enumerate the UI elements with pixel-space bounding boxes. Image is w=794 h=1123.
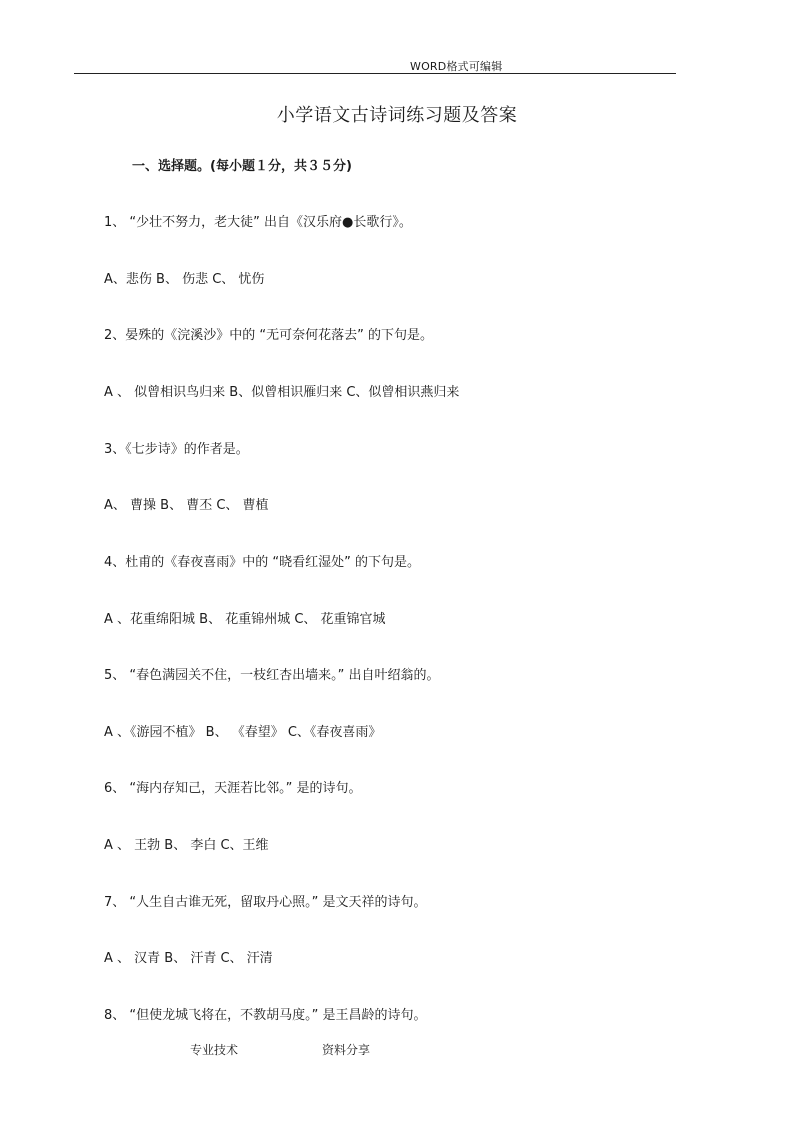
options-1: A、悲伤 B、 伤悲 C、 忧伤 xyxy=(104,272,265,287)
question-6: 6、 “海内存知己，天涯若比邻。” 是的诗句。 xyxy=(104,781,362,796)
options-2: A 、 似曾相识鸟归来 B、似曾相识雁归来 C、似曾相识燕归来 xyxy=(104,385,460,400)
footer-right-text: 资料分享 xyxy=(322,1043,371,1057)
question-1: 1、 “少壮不努力，老大徒” 出自《汉乐府●长歌行》。 xyxy=(104,215,412,230)
options-7: A 、 汉青 B、 汗青 C、 汗清 xyxy=(104,951,273,966)
question-7: 7、 “人生自古谁无死，留取丹心照。” 是文天祥的诗句。 xyxy=(104,895,427,910)
options-3: A、 曹操 B、 曹丕 C、 曹植 xyxy=(104,498,269,513)
section-heading: 一、选择题。(每小题１分，共３５分) xyxy=(132,159,352,174)
question-4: 4、杜甫的《春夜喜雨》中的 “晓看红湿处” 的下句是。 xyxy=(104,555,421,570)
question-3: 3、《七步诗》的作者是。 xyxy=(104,442,249,457)
options-4: A 、花重绵阳城 B、 花重锦州城 C、 花重锦官城 xyxy=(104,612,386,627)
question-8: 8、 “但使龙城飞将在，不教胡马度。” 是王昌龄的诗句。 xyxy=(104,1008,427,1023)
document-title: 小学语文古诗词练习题及答案 xyxy=(276,105,518,126)
header-divider xyxy=(74,73,676,74)
options-6: A 、 王勃 B、 李白 C、王维 xyxy=(104,838,269,853)
options-5: A 、《游园不植》 B、 《春望》 C、《春夜喜雨》 xyxy=(104,725,382,740)
header-note: WORD格式可编辑 xyxy=(410,60,503,73)
question-2: 2、晏殊的《浣溪沙》中的 “无可奈何花落去” 的下句是。 xyxy=(104,328,434,343)
footer-left-text: 专业技术 xyxy=(190,1043,239,1057)
question-5: 5、 “春色满园关不住，一枝红杏出墙来。” 出自叶绍翁的。 xyxy=(104,668,440,683)
